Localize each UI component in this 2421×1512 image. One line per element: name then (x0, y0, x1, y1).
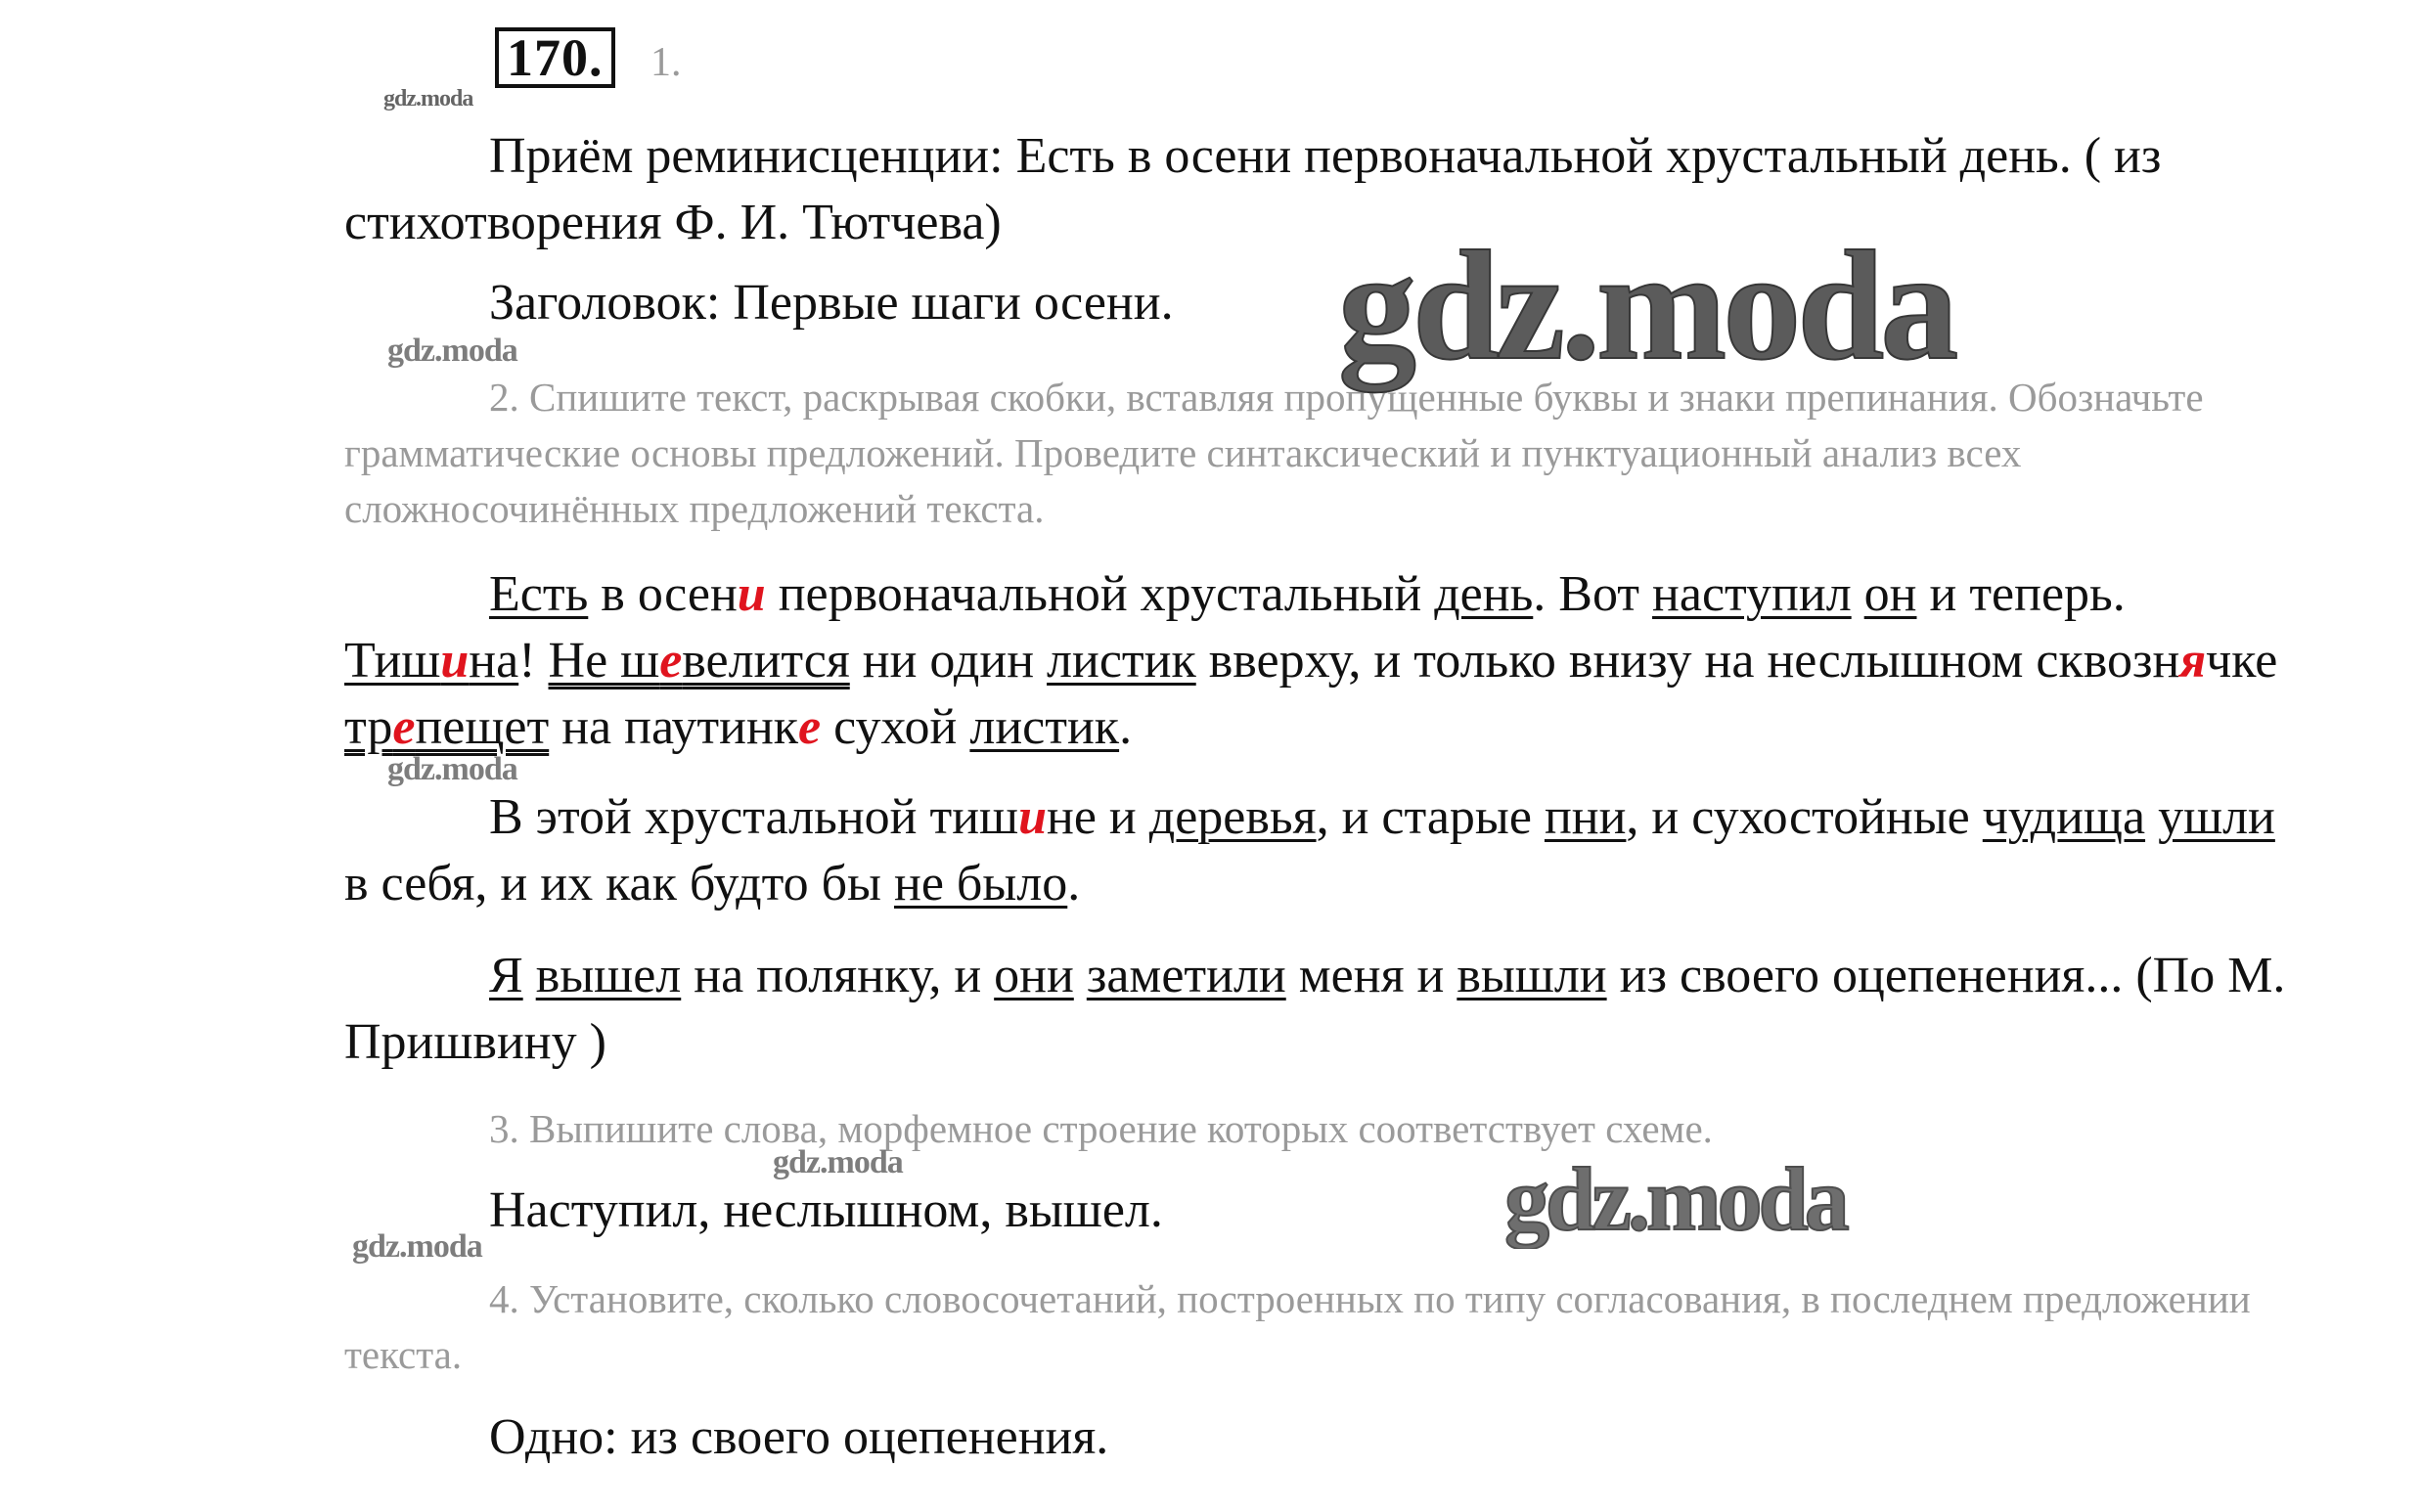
predicate-word: вышел (535, 948, 682, 1003)
task-4 (344, 1271, 2291, 1383)
paragraph-3: Я вышел на полянку, и они заметили меня и вышли из своего оцепенения... (По М. Пришвину ) (344, 948, 2286, 1070)
text-paragraph-3 (344, 943, 2291, 1076)
answer-1-line-1: Приём реминисценции: Есть в осени первоначальной хрустальный день. ( из стихотворения Ф. И. Тютчева) (344, 128, 2162, 250)
subject-word: он (1863, 566, 1917, 622)
answer-3-text: Наступил, неслышном, вышел. (489, 1182, 1163, 1238)
answer-4-text: Одно: из своего оцепенения. (489, 1409, 1109, 1465)
watermark-small: gdz.moda (383, 86, 473, 111)
subject-word: листик (969, 699, 1120, 755)
task-3-text: 3. Выпишите слова, морфемное строение которых соответствует схеме. (489, 1106, 1713, 1151)
exercise-number: 170. (495, 27, 615, 88)
watermark-big: gdz.moda (1338, 218, 1955, 392)
predicate-word: трепещет (344, 699, 550, 755)
predicate-word: заметили (1086, 948, 1286, 1003)
subtask-number: 1. (650, 40, 682, 85)
answer-1 (344, 123, 2291, 336)
watermark-small: gdz.moda (352, 1228, 482, 1265)
text-paragraph-2 (344, 784, 2291, 917)
inserted-letter: е (392, 699, 416, 755)
inserted-letter: е (659, 633, 683, 689)
paragraph-2: В этой хрустальной тишине и деревья, и старые пни, и сухостойные чудища ушли в себя, и их как будто бы не было. (344, 789, 2275, 912)
watermark-big: gdz.moda (1504, 1149, 1846, 1249)
answer-1-line-2: Заголовок: Первые шаги осени. (489, 275, 1174, 331)
subject-word: пни (1544, 789, 1627, 845)
paragraph-1: Есть в осени первоначальной хрустальный день. Вот наступил он и теперь. Тишина! Не шевелится ни один листик вверху, и только внизу на неслышном сквознячке трепещет на паутинке сухой листик. (344, 566, 2278, 755)
watermark-small: gdz.moda (387, 751, 517, 787)
watermark-small: gdz.moda (387, 333, 517, 369)
subject-word: листик (1047, 633, 1196, 689)
subject-word: Тишина (344, 633, 519, 689)
answer-3 (344, 1178, 2291, 1244)
inserted-letter: я (2179, 633, 2207, 689)
predicate-word: Есть (489, 566, 589, 622)
predicate-word: Не шевелится (548, 633, 850, 689)
task-3 (344, 1101, 2291, 1157)
subject-word: они (994, 948, 1074, 1003)
task-4-text: 4. Установите, сколько словосочетаний, построенных по типу согласования, в последнем предложении текста. (344, 1276, 2251, 1377)
inserted-letter: и (1018, 789, 1047, 845)
predicate-word: вышли (1457, 948, 1607, 1003)
subject-word: день (1434, 566, 1534, 622)
text-paragraph-1 (344, 561, 2291, 761)
subject-word: чудища (1982, 789, 2146, 845)
answer-4 (344, 1404, 2291, 1471)
task-2-text: 2. Спишите текст, раскрывая скобки, вставляя пропущенные буквы и знаки препинания. Обозначьте грамматические основы предложений. Проведите синтаксический и пунктуационный анализ всех сложносочинённых предложений текста. (344, 375, 2204, 531)
predicate-word: ушли (2158, 789, 2275, 845)
subject-word: деревья (1148, 789, 1317, 845)
inserted-letter: и (440, 633, 470, 689)
task-2 (344, 370, 2291, 537)
inserted-letter: е (798, 699, 822, 755)
predicate-word: наступил (1652, 566, 1852, 622)
inserted-letter: и (737, 566, 766, 622)
subject-word: Я (489, 948, 523, 1003)
watermark-small: gdz.moda (773, 1144, 903, 1180)
predicate-word: не было (894, 856, 1068, 912)
